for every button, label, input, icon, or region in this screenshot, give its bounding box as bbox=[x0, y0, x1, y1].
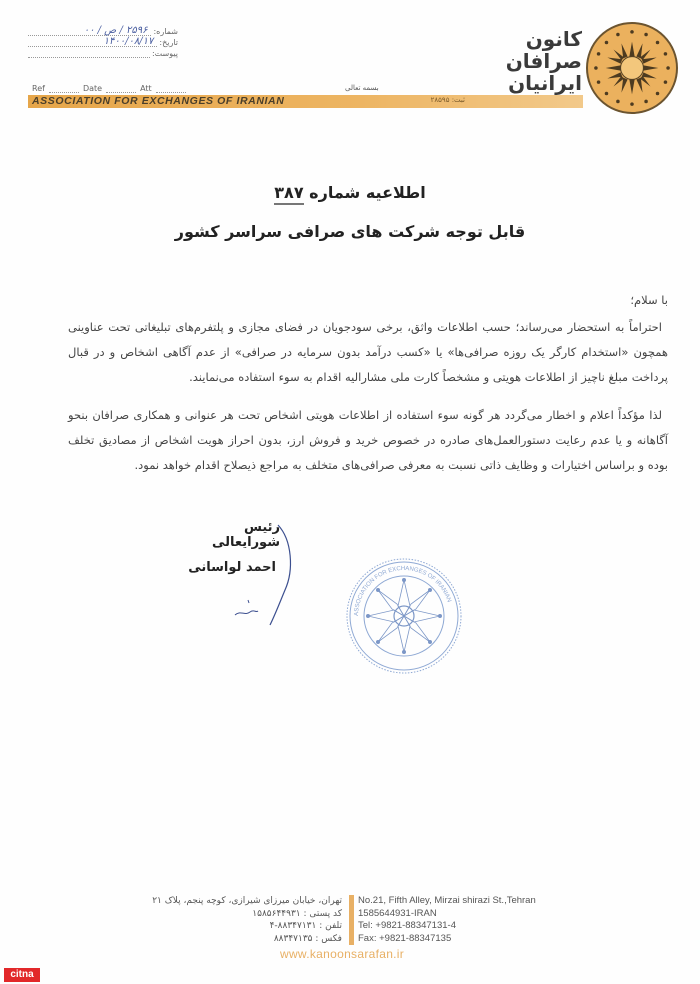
letter-number-field bbox=[28, 25, 178, 36]
letter-number-value: ۲۵۹۶ / ص / ۰۰ bbox=[28, 26, 151, 36]
footer-en-address: No.21, Fifth Alley, Mirzai shirazi St.,Tehran bbox=[358, 895, 536, 906]
logo-line-3: ایرانیان bbox=[508, 71, 582, 95]
announcement-subtitle: قابل توجه شرکت های صرافی سراسر کشور bbox=[174, 222, 526, 241]
organization-emblem-icon bbox=[586, 22, 678, 114]
signatory-title: رئیس شورایعالی bbox=[211, 520, 280, 550]
letterhead-banner bbox=[28, 95, 583, 108]
signatory-name: احمد لواسانی bbox=[188, 560, 276, 575]
announcement-title bbox=[0, 183, 700, 202]
letter-date-value: ۱۴۰۰/۰۸/۱۷ bbox=[28, 37, 157, 47]
announcement-number: ۳۸۷ bbox=[274, 183, 303, 205]
letter-meta-fields bbox=[28, 25, 178, 58]
stamp-text: ASSOCIATION FOR EXCHANGES OF IRANIAN bbox=[353, 565, 452, 617]
att-dots bbox=[156, 84, 186, 93]
citna-watermark-logo: citna bbox=[4, 968, 40, 982]
organization-name-logo bbox=[507, 28, 582, 94]
footer-en-postal: 1585644931-IRAN bbox=[358, 907, 437, 919]
greeting: با سلام؛ bbox=[630, 293, 668, 307]
att-label: Att bbox=[140, 84, 152, 93]
letter-attachment-value bbox=[28, 57, 150, 58]
bismillah-text: بسمه تعالی bbox=[345, 84, 379, 92]
footer-persian-contact bbox=[130, 895, 342, 945]
letter-attachment-field bbox=[28, 47, 178, 58]
registration-number: ثبت: ۲۸۵۹۵ bbox=[430, 96, 465, 104]
announcement-prefix: اطلاعیه شماره bbox=[309, 183, 426, 202]
ref-dots bbox=[49, 84, 79, 93]
letter-date-field bbox=[28, 36, 178, 47]
handwritten-signature-icon bbox=[230, 520, 300, 630]
footer-en-fax: Fax: +9821-88347135 bbox=[358, 932, 452, 944]
logo-line-1: کانون bbox=[525, 27, 582, 51]
footer-fa-postal: کد پستی : ۱۵۸۵۶۴۴۹۳۱ bbox=[252, 908, 342, 919]
footer-english-contact bbox=[358, 895, 558, 945]
official-stamp-icon bbox=[344, 556, 464, 676]
body-paragraph-2: لذا مؤکداً اعلام و اخطار می‌گردد هر گونه سوء استفاده از اطلاعات هویتی اشخاص تحت هر عنوانی و همکاری صرافان بنحو آگاهانه و یا عدم رعایت دستورالعمل‌های صادره در خصوص خرید و فروش ارز، بدون احراز هویت اشخاص از مصادیق تخلف بوده و براساس اختیارات و وظایف ذاتی نسبت به معرفی صرافی‌های متخلف به مراجع ذیصلاح اقدام خواهد نمود. bbox=[68, 408, 668, 472]
website-link[interactable]: www.kanoonsarafan.ir bbox=[280, 947, 405, 961]
footer-fa-tel: تلفن : ۸۸۳۴۷۱۳۱-۴ bbox=[269, 921, 342, 931]
footer-en-tel: Tel: +9821-88347131-4 bbox=[358, 920, 456, 931]
letter-date-label: تاریخ: bbox=[159, 38, 178, 47]
logo-line-2: صرافان bbox=[505, 49, 582, 73]
date-label: Date bbox=[82, 84, 103, 93]
footer-fa-fax: فکس : ۸۸۳۴۷۱۳۵ bbox=[273, 933, 342, 944]
letter-attachment-label: پیوست: bbox=[151, 49, 178, 58]
reference-line bbox=[32, 84, 186, 93]
date-dots bbox=[106, 84, 136, 93]
ref-label: Ref bbox=[32, 84, 45, 93]
footer-divider bbox=[349, 895, 354, 945]
banner-text: ASSOCIATION FOR EXCHANGES OF IRANIAN bbox=[32, 95, 285, 107]
footer-fa-address: تهران، خیابان میرزای شیرازی، کوچه پنجم، پلاک ۲۱ bbox=[152, 896, 342, 906]
letter-number-label: شماره: bbox=[153, 27, 178, 36]
body-paragraph-1: احتراماً به استحضار می‌رساند؛ حسب اطلاعات واثق، برخی سودجویان در فضای مجازی و پلتفرم‌های تبلیغاتی تحت عناوینی همچون «استخدام کارگر یک روزه صرافی‌ها» یا «کسب درآمد بدون سرمایه در صرافی» از عدم آگاهی اشخاص و در قبال پرداخت مبلغ ناچیز از اطلاعات هویتی و مشخصاً کارت ملی مشارالیه اقدام به سوء استفاده می‌نمایند. bbox=[68, 320, 668, 384]
